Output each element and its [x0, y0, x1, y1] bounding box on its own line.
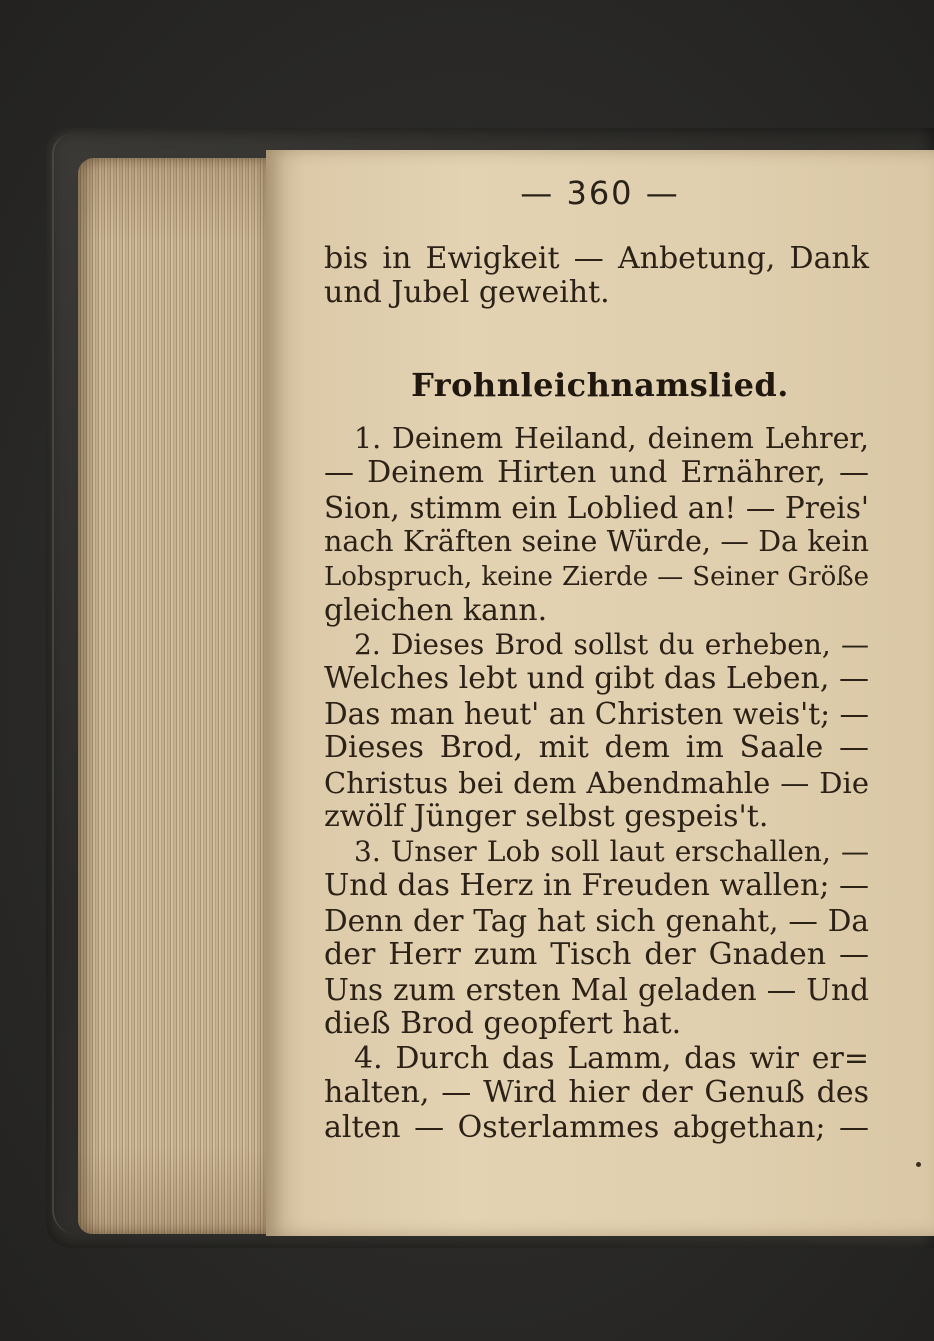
verse-3: [324, 835, 869, 1041]
verse-2: [324, 628, 869, 834]
text-line: Sion, stimm ein Loblied an! — Preis': [324, 490, 869, 525]
text-line: 2. Dieses Brod sollst du erheben, —: [354, 628, 869, 661]
text-line: gleichen kann.: [324, 593, 548, 629]
book-page: [266, 150, 934, 1236]
ink-speck: [916, 1162, 921, 1167]
text-line: Lobspruch, keine Zierde — Seiner Größe: [324, 561, 869, 592]
text-line: und Jubel geweiht.: [324, 275, 610, 311]
text-line: Christus bei dem Abendmahle — Die: [324, 765, 869, 800]
text-line: Und das Herz in Freuden wallen; —: [324, 868, 869, 904]
hymn-title: Frohnleichnamslied.: [411, 366, 789, 404]
text-line: 3. Unser Lob soll laut erschallen, —: [354, 835, 869, 868]
text-line: Denn der Tag hat sich genaht, — Da: [324, 903, 869, 938]
page-number: — 360 —: [520, 174, 680, 212]
text-line: zwölf Jünger selbst gespeis't.: [324, 799, 769, 835]
text-line: Welches lebt und gibt das Leben, —: [324, 661, 869, 697]
text-line: 1. Deinem Heiland, deinem Lehrer,: [354, 422, 869, 455]
text-line: Das man heut' an Christen weis't; —: [324, 696, 869, 731]
text-line: 4. Durch das Lamm, das wir er=: [354, 1041, 869, 1076]
text-line: Uns zum ersten Mal geladen — Und: [324, 972, 869, 1007]
verse-4: [324, 1042, 869, 1145]
text-line: Dieses Brod, mit dem im Saale —: [324, 730, 869, 766]
text-line: bis in Ewigkeit — Anbetung, Dank: [324, 241, 869, 276]
page-edges: [78, 158, 268, 1234]
text-line: der Herr zum Tisch der Gnaden —: [324, 937, 869, 973]
text-line: dieß Brod geopfert hat.: [324, 1006, 682, 1042]
text-line: halten, — Wird hier der Genuß des: [324, 1075, 869, 1111]
verse-1: [324, 422, 869, 628]
intro-text: [324, 242, 869, 311]
text-line: — Deinem Hirten und Ernährer, —: [324, 455, 869, 491]
text-line: nach Kräften seine Würde, — Da kein: [324, 525, 869, 559]
text-line: alten — Osterlammes abgethan; —: [324, 1109, 869, 1145]
